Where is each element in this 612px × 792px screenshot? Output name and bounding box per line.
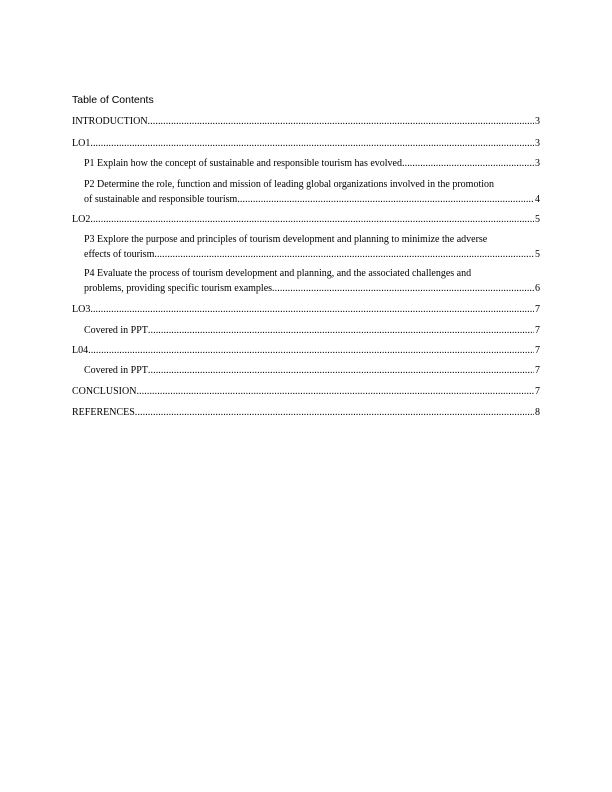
dot-leader xyxy=(148,114,534,129)
toc-entry-label: CONCLUSION xyxy=(72,386,137,397)
toc-entry-label: Covered in PPT xyxy=(84,365,148,376)
toc-entry-label: LO1 xyxy=(72,138,91,149)
toc-page-number: 6 xyxy=(535,283,540,294)
toc-entry-l04-covered[interactable] xyxy=(84,363,540,378)
toc-entry-p4[interactable] xyxy=(84,266,540,296)
toc-entry-label-line1: P3 Explore the purpose and principles of tourism development and planning to minimize the adverse xyxy=(84,234,488,245)
toc-page-number: 7 xyxy=(535,304,540,315)
toc-entry-introduction[interactable] xyxy=(72,114,540,129)
toc-entry-label-line1: P4 Evaluate the process of tourism development and planning, and the associated challenges and xyxy=(84,268,472,279)
toc-entry-label: L04 xyxy=(72,345,89,356)
dot-leader xyxy=(88,343,534,358)
toc-page-number: 7 xyxy=(535,325,540,336)
toc-page-number: 8 xyxy=(535,407,540,418)
dot-leader xyxy=(90,136,534,151)
toc-page-number: 3 xyxy=(535,116,540,127)
toc-entry-label: LO2 xyxy=(72,214,91,225)
toc-entry-label: REFERENCES xyxy=(72,407,135,418)
dot-leader xyxy=(135,405,534,420)
dot-leader xyxy=(148,323,534,338)
dot-leader xyxy=(237,192,534,207)
toc-entry-label: INTRODUCTION xyxy=(72,116,148,127)
toc-page-number: 5 xyxy=(535,249,540,260)
toc-page-number: 4 xyxy=(535,194,540,205)
toc-entry-label: P1 Explain how the concept of sustainable and responsible tourism has evolved xyxy=(84,158,402,169)
toc-entry-label: problems, providing specific tourism examples xyxy=(84,283,273,294)
toc-page-number: 7 xyxy=(535,386,540,397)
toc-entry-label: LO3 xyxy=(72,304,91,315)
toc-page-number: 5 xyxy=(535,214,540,225)
toc-entry-label: of sustainable and responsible tourism xyxy=(84,194,238,205)
dot-leader xyxy=(402,156,534,171)
toc-entry-lo3[interactable] xyxy=(72,302,540,317)
toc-entry-l04[interactable] xyxy=(72,343,540,358)
toc-entry-label: Covered in PPT xyxy=(84,325,148,336)
dot-leader xyxy=(154,247,534,262)
toc-entry-lo2[interactable] xyxy=(72,212,540,227)
toc-page-number: 3 xyxy=(535,158,540,169)
toc-page-number: 7 xyxy=(535,345,540,356)
toc-entry-label: effects of tourism xyxy=(84,249,155,260)
dot-leader xyxy=(136,384,534,399)
toc-page-number: 3 xyxy=(535,138,540,149)
toc-entry-lo3-covered[interactable] xyxy=(84,323,540,338)
toc-entry-p1[interactable] xyxy=(84,156,540,171)
dot-leader xyxy=(272,281,534,296)
toc-page-number: 7 xyxy=(535,365,540,376)
toc-title: Table of Contents xyxy=(72,94,154,106)
toc-entry-p3[interactable] xyxy=(84,232,540,262)
toc-entry-label-line1: P2 Determine the role, function and mission of leading global organizations involved in the promotion xyxy=(84,179,495,190)
toc-entry-p2[interactable] xyxy=(84,177,540,207)
dot-leader xyxy=(90,302,534,317)
dot-leader xyxy=(90,212,534,227)
dot-leader xyxy=(148,363,534,378)
toc-entry-lo1[interactable] xyxy=(72,136,540,151)
toc-entry-conclusion[interactable] xyxy=(72,384,540,399)
toc-entry-references[interactable] xyxy=(72,405,540,420)
